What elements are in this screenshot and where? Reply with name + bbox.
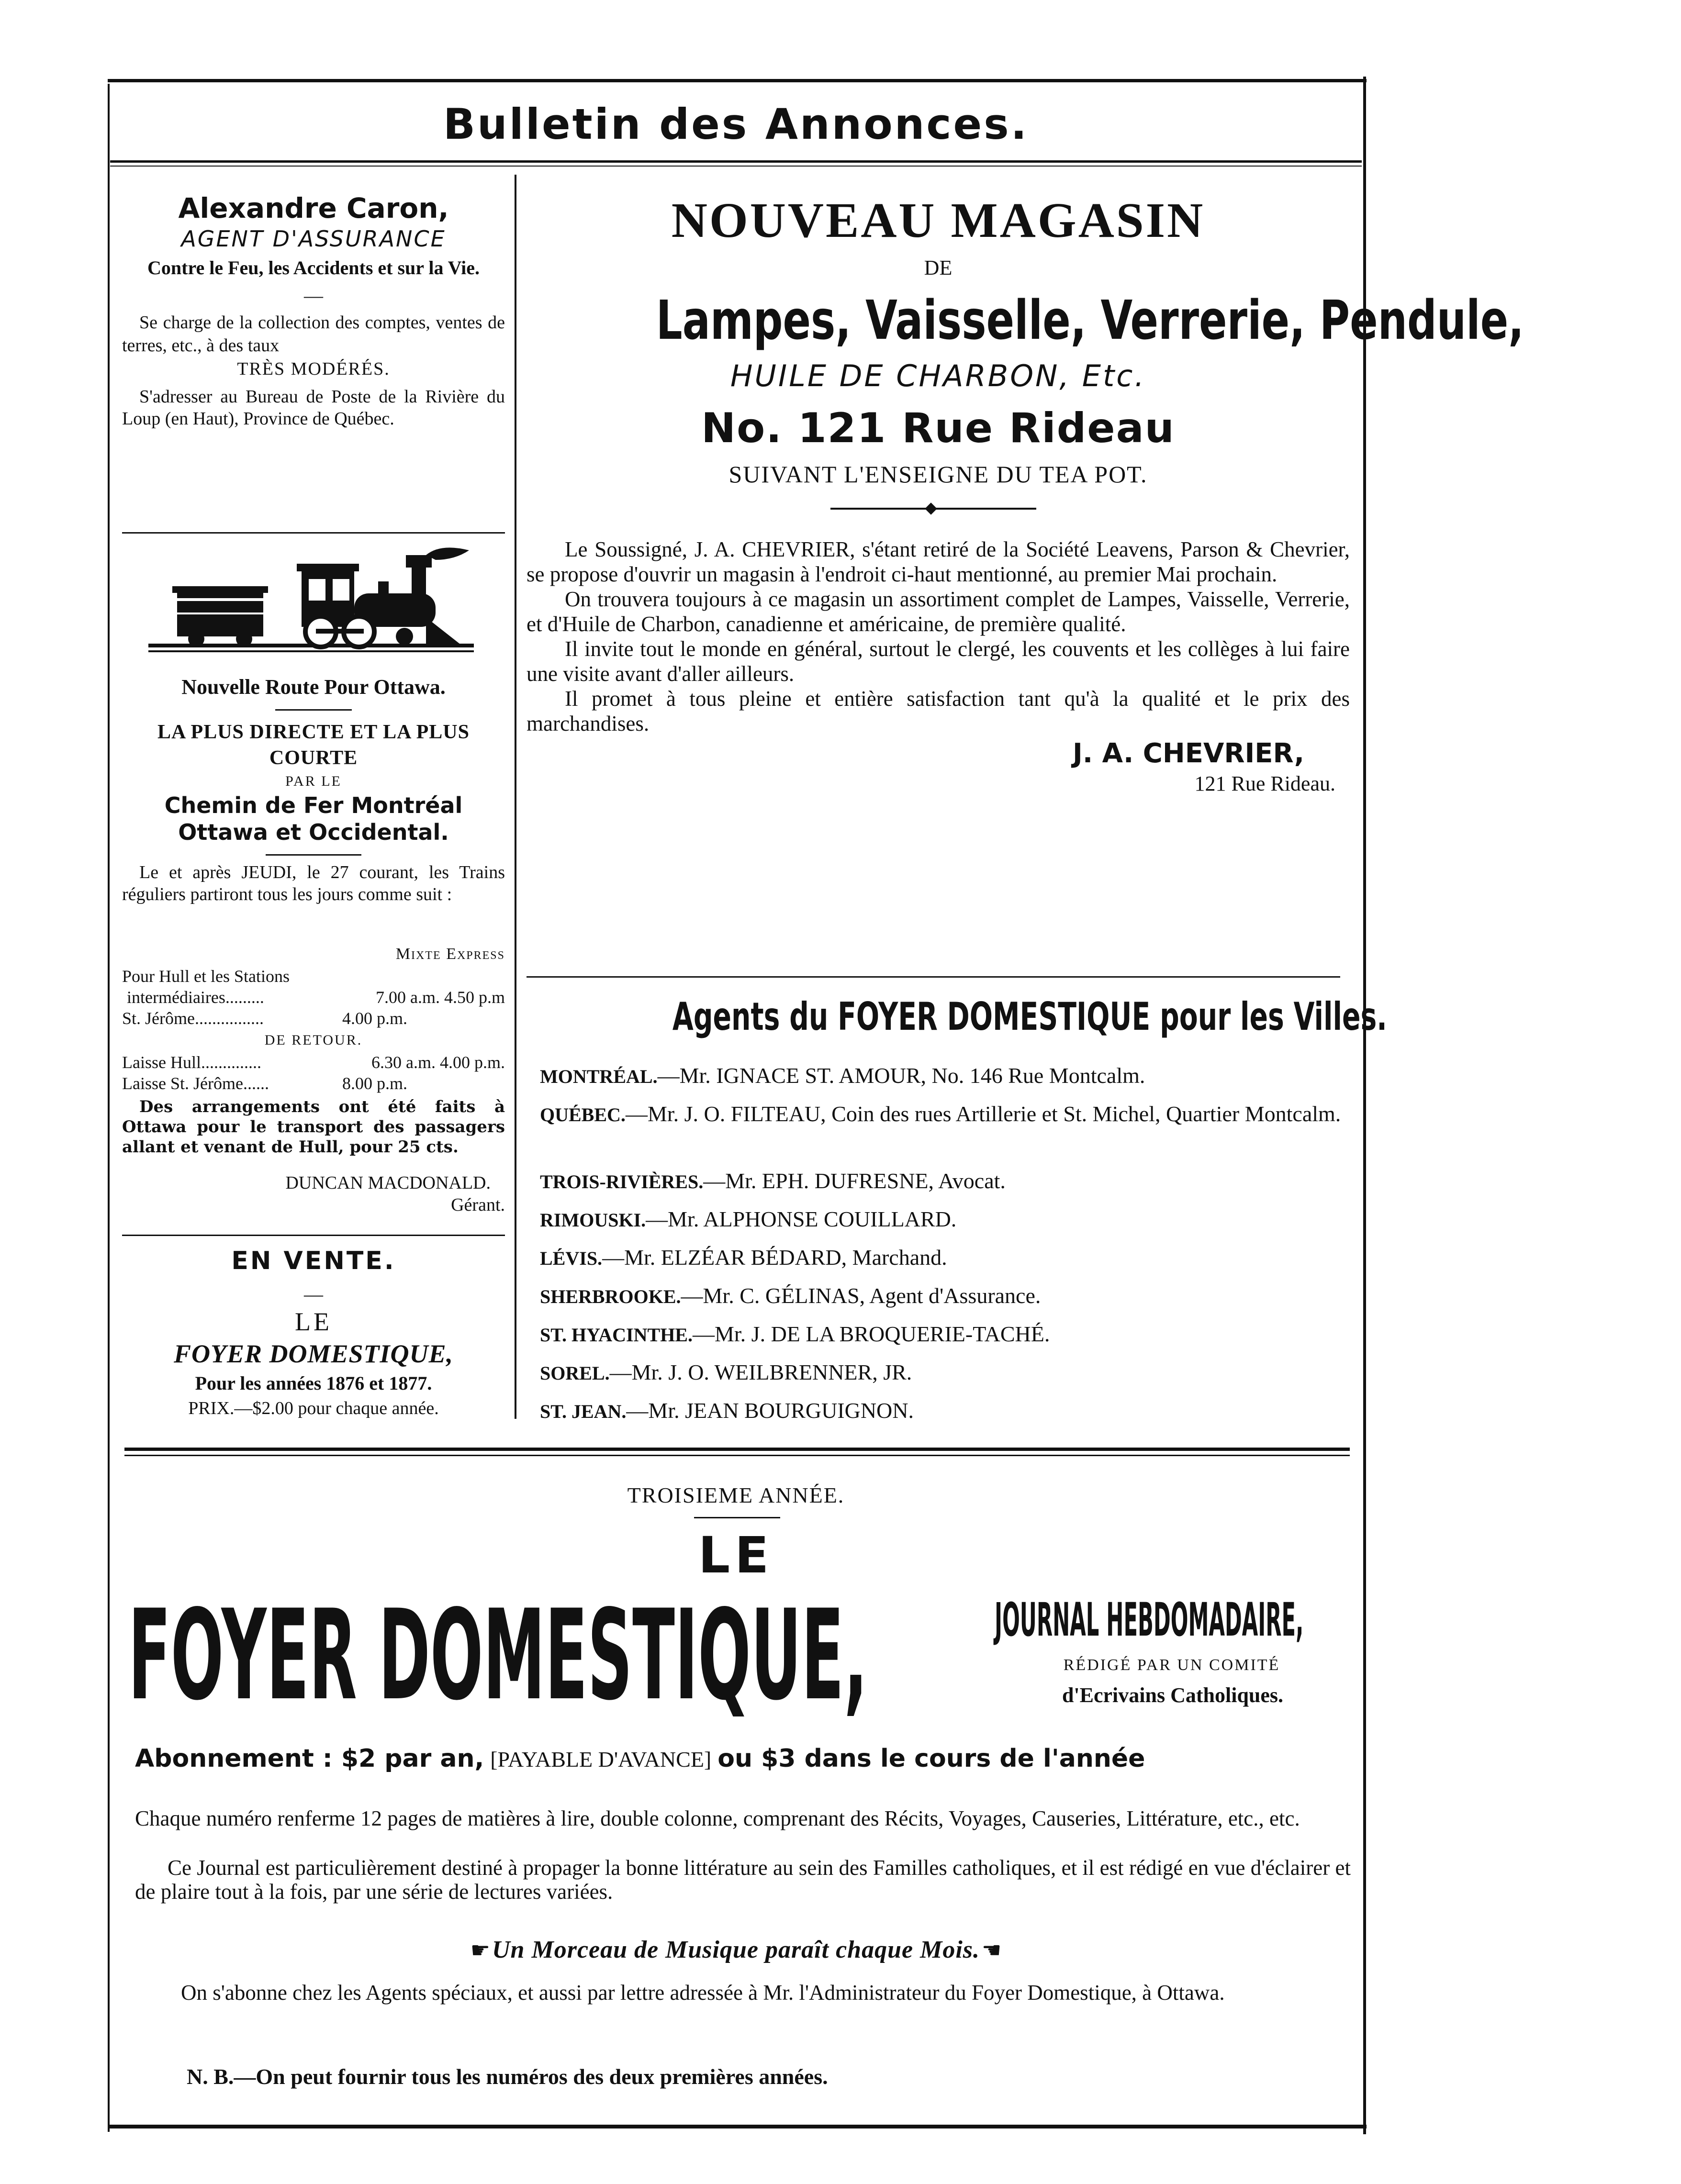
agent-details: —Mr. EPH. DUFRESNE, Avocat. <box>703 1169 1006 1193</box>
caron-dash: — <box>304 285 323 306</box>
schedule-ret-label-2: Laisse St. Jérôme...... <box>122 1074 269 1093</box>
journal-subscription-b: [PAYABLE D'AVANCE] <box>490 1747 712 1772</box>
agent-details: —Mr. J. DE LA BROQUERIE-TACHÉ. <box>692 1322 1050 1346</box>
railway-headline: Nouvelle Route Pour Ottawa. <box>181 675 446 699</box>
journal-nb: N. B.—On peut fournir tous les numéros des deux premières années. <box>187 2064 828 2089</box>
agent-city: SOREL. <box>540 1362 610 1384</box>
schedule-col-headers: Mixte Express <box>395 945 505 963</box>
masthead-rule-thin <box>110 166 1362 167</box>
sale-years: Pour les années 1876 et 1877. <box>195 1372 432 1394</box>
railway-company-1: Chemin de Fer Montréal <box>164 792 463 818</box>
railway-par: PAR LE <box>285 773 342 789</box>
schedule-out-label-3: St. Jérôme................ <box>122 1009 264 1028</box>
pointing-hand-left-icon: ☚ <box>982 1937 1002 1963</box>
agent-city: MONTRÉAL. <box>540 1066 658 1087</box>
agent-item <box>540 1062 1145 1090</box>
caron-services: Se charge de la collection des comptes, ventes de terres, etc., à des taux <box>122 312 505 356</box>
agent-city: ST. JEAN. <box>540 1401 627 1422</box>
sale-title: FOYER DOMESTIQUE, <box>173 1339 454 1368</box>
journal-music-text: Un Morceau de Musique paraît chaque Mois. <box>492 1936 980 1963</box>
schedule-ret-label-1: Laisse Hull.............. <box>122 1053 261 1072</box>
journal-title: FOYER DOMESTIQUE, <box>128 1583 868 1728</box>
schedule-return-header: DE RETOUR. <box>264 1032 363 1048</box>
pointing-hand-right-icon: ☛ <box>470 1937 490 1963</box>
journal-writers: d'Ecrivains Catholiques. <box>1062 1683 1284 1707</box>
column-divider <box>515 175 516 1419</box>
railway-company-2: Ottawa et Occidental. <box>178 819 449 845</box>
shop-para-2: On trouvera toujours à ce magasin un assortiment complet de Lampes, Vaisselle, Verrerie, et d'Huile de Charbon, canadienne et américaine, de première qualité. <box>527 587 1350 636</box>
agent-details: —Mr. J. O. FILTEAU, Coin des rues Artillerie et St. Michel, Quartier Montcalm. <box>625 1102 1341 1126</box>
caron-address: S'adresser au Bureau de Poste de la Rivière du Loup (en Haut), Province de Québec. <box>122 387 505 429</box>
journal-kind: JOURNAL HEBDOMADAIRE, <box>995 1593 1304 1647</box>
agent-city: TROIS-RIVIÈRES. <box>540 1171 704 1192</box>
agent-details: —Mr. ELZÉAR BÉDARD, Marchand. <box>602 1245 947 1270</box>
railway-schedule <box>122 944 505 1240</box>
masthead-title: Bulletin des Annonces. <box>443 100 1029 149</box>
left-rule-2 <box>122 1235 505 1236</box>
shop-goods-wrap <box>527 290 1524 352</box>
top-border-rule <box>108 79 1367 82</box>
railway-ad <box>122 674 505 905</box>
journal-para-2: Ce Journal est particulièrement destiné à propager la bonne littérature au sein des Familles catholiques, et il est rédigé en vue d'éclairer et de plaire tout à la fois, par une série de lectures variées. <box>135 1856 1351 1904</box>
agent-details: —Mr. JEAN BOURGUIGNON. <box>626 1398 914 1423</box>
shop-ornament-diamond <box>925 502 937 514</box>
agent-item <box>540 1359 912 1387</box>
agents-ad <box>527 994 1387 1039</box>
journal-subscription <box>135 1742 1360 1776</box>
journal-redige: RÉDIGÉ PAR UN COMITÉ <box>1063 1656 1280 1674</box>
agent-city: SHERBROOKE. <box>540 1286 681 1307</box>
caron-coverage: Contre le Feu, les Accidents et sur la Vie. <box>147 257 480 279</box>
sale-dash: — <box>304 1283 323 1305</box>
journal-year-rule <box>694 1517 780 1518</box>
agent-item <box>540 1168 1006 1195</box>
agent-item <box>540 1282 1041 1310</box>
caron-role: AGENT D'ASSURANCE <box>181 226 446 252</box>
journal-subscription-a: Abonnement : $2 par an, <box>135 1744 484 1773</box>
shop-sign: SUIVANT L'ENSEIGNE DU TEA POT. <box>728 461 1148 488</box>
agent-city: ST. HYACINTHE. <box>540 1324 693 1346</box>
schedule-out-times-1: 7.00 a.m. 4.50 p.m <box>376 988 505 1007</box>
agent-details: —Mr. J. O. WEILBRENNER, JR. <box>609 1360 912 1384</box>
railway-tagline: LA PLUS DIRECTE ET LA PLUS COURTE <box>157 721 470 769</box>
railway-signer: DUNCAN MACDONALD. <box>285 1173 491 1193</box>
agents-heading-wrap <box>527 994 1387 1039</box>
shop-goods: Lampes, Vaisselle, Verrerie, Pendule, <box>656 290 1524 352</box>
shop-para-4: Il promet à tous pleine et entière satisfaction tant qu'à la qualité et le prix des marchandises. <box>527 687 1350 735</box>
agent-item <box>540 1101 1349 1128</box>
journal-kind-wrap <box>995 1593 1349 1647</box>
bottom-section-rule-thin <box>124 1455 1350 1456</box>
shop-ornament <box>527 491 1350 520</box>
shop-address: No. 121 Rue Rideau <box>701 404 1175 452</box>
journal-title-wrap <box>128 1583 995 1728</box>
schedule-out-times-2: 4.00 p.m. <box>342 1009 408 1028</box>
sale-article: LE <box>295 1307 332 1336</box>
shop-signer-address: 121 Rue Rideau. <box>1194 772 1335 795</box>
right-rule-1 <box>527 976 1340 978</box>
shop-oil: HUILE DE CHARBON, Etc. <box>730 358 1146 393</box>
schedule-out-label-1: Pour Hull et les Stations <box>122 967 290 986</box>
journal-music <box>110 1933 1362 1967</box>
journal-para-3: On s'abonne chez les Agents spéciaux, et aussi par lettre adressée à Mr. l'Administrateur du Foyer Domestique, à Ottawa. <box>181 1981 1225 2005</box>
shop-ad <box>527 191 1524 797</box>
schedule-ret-times-2: 8.00 p.m. <box>342 1074 408 1093</box>
journal-subscription-c: ou $3 dans le cours de l'année <box>717 1744 1145 1773</box>
schedule-out-label-2: intermédiaires......... <box>127 988 264 1007</box>
agent-city: LÉVIS. <box>540 1248 603 1269</box>
sale-ad <box>122 1244 505 1420</box>
page-frame-left <box>108 84 110 2132</box>
agent-city: RIMOUSKI. <box>540 1209 646 1231</box>
agent-details: —Mr. ALPHONSE COUILLARD. <box>646 1207 957 1231</box>
railway-note: Des arrangements ont été faits à Ottawa pour le transport des passagers allant et venant de Hull, pour 25 cts. <box>122 1097 505 1157</box>
railway-short-rule <box>275 709 352 711</box>
agent-item <box>540 1397 914 1425</box>
sale-heading: EN VENTE. <box>231 1247 396 1275</box>
agent-details: —Mr. IGNACE ST. AMOUR, No. 146 Rue Montcalm. <box>657 1063 1145 1088</box>
journal-year: TROISIEME ANNÉE. <box>627 1483 845 1507</box>
agent-details: —Mr. C. GÉLINAS, Agent d'Assurance. <box>681 1283 1041 1308</box>
schedule-ret-times-1: 6.30 a.m. 4.00 p.m. <box>371 1053 505 1072</box>
journal-article: LE <box>698 1526 774 1584</box>
agent-city: QUÉBEC. <box>540 1104 626 1125</box>
agents-heading: Agents du FOYER DOMESTIQUE pour les Villes. <box>672 994 1387 1039</box>
caron-ad <box>122 191 505 430</box>
shop-para-3: Il invite tout le monde en général, surtout le clergé, les couvents et les collèges à lui faire une visite avant d'aller ailleurs. <box>527 637 1350 686</box>
caron-name: Alexandre Caron, <box>178 192 449 224</box>
agent-item <box>540 1321 1050 1348</box>
agent-item <box>540 1206 956 1234</box>
agent-item <box>540 1244 947 1272</box>
caron-rates: TRÈS MODÉRÉS. <box>237 359 390 379</box>
shop-para-1: Le Soussigné, J. A. CHEVRIER, s'étant retiré de la Société Leavens, Parson & Chevrier, se propose d'ouvrir un magasin à l'endroit ci-haut mentionné, au premier Mai prochain. <box>527 537 1350 586</box>
masthead-rule <box>110 160 1362 163</box>
shop-de: DE <box>924 256 953 279</box>
shop-signer: J. A. CHEVRIER, <box>1073 738 1304 769</box>
bottom-section-rule <box>124 1448 1350 1451</box>
railway-intro: Le et après JEUDI, le 27 courant, les Trains réguliers partiront tous les jours comme suit : <box>122 862 505 904</box>
locomotive-icon <box>144 546 479 660</box>
railway-signer-title: Gérant. <box>451 1195 505 1215</box>
railway-rule-2 <box>266 854 361 856</box>
left-rule-1 <box>122 532 505 534</box>
journal-para-1: Chaque numéro renferme 12 pages de matières à lire, double colonne, comprenant des Récits, Voyages, Causeries, Littérature, etc., etc. <box>135 1806 1300 1830</box>
bottom-border-rule <box>108 2125 1367 2128</box>
sale-price: PRIX.—$2.00 pour chaque année. <box>188 1398 439 1418</box>
page-frame-right <box>1363 77 1366 2134</box>
shop-headline: NOUVEAU MAGASIN <box>671 193 1205 248</box>
